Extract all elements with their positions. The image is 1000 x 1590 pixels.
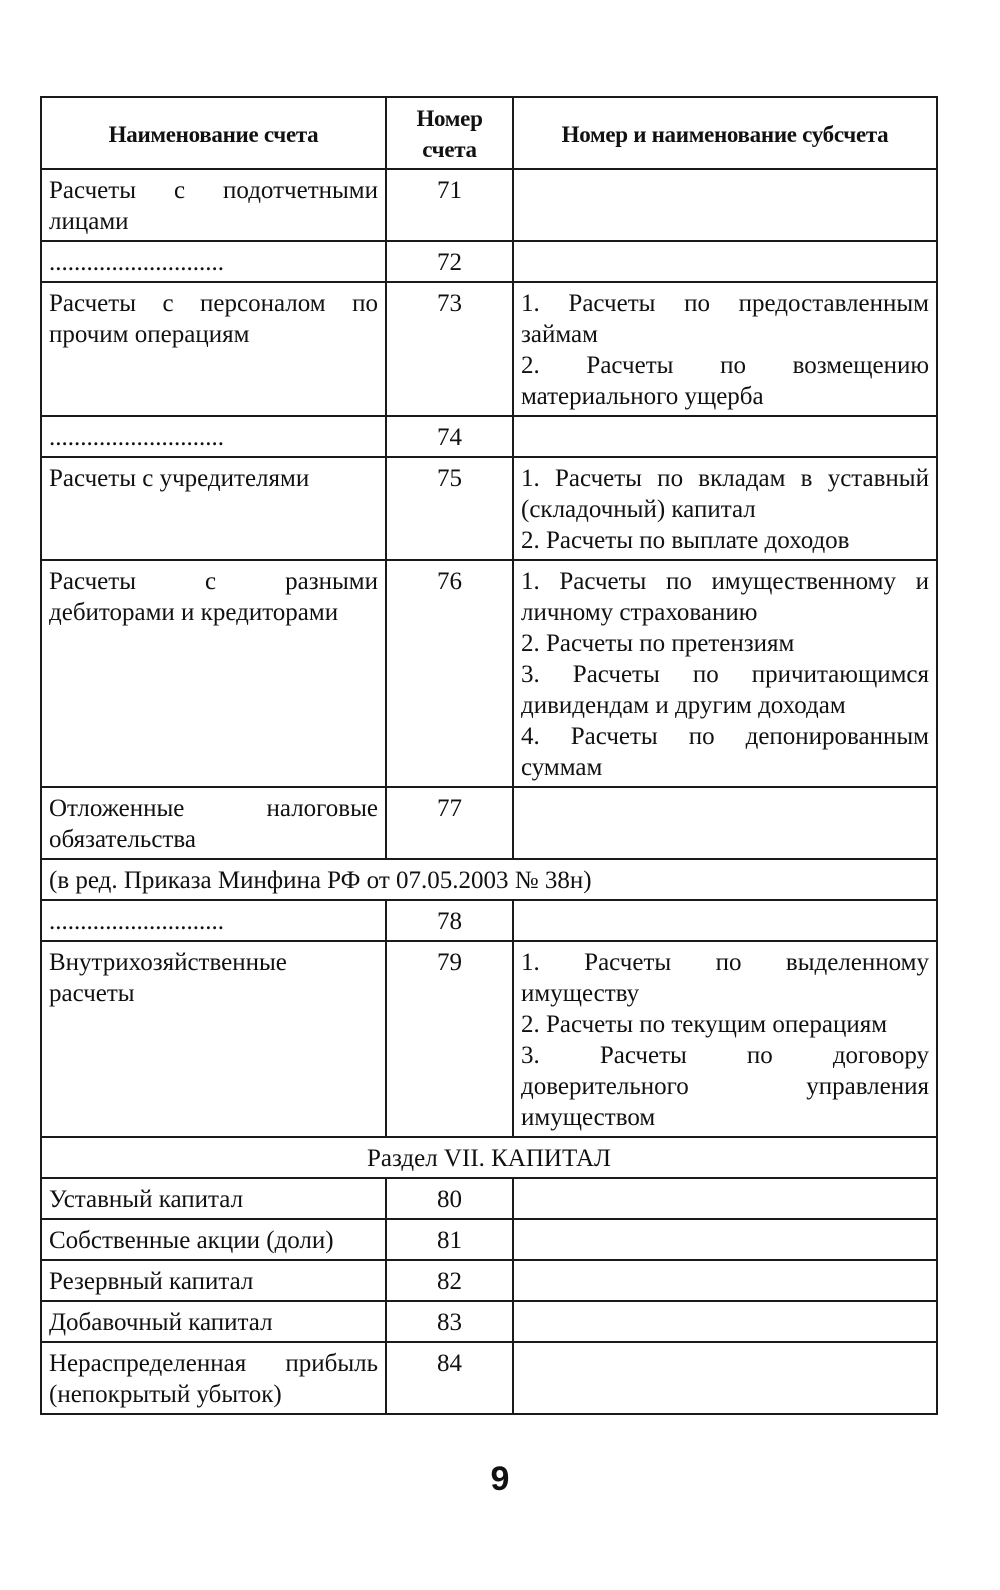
account-name-cell: Расчеты с учредителями bbox=[41, 457, 386, 560]
table-row bbox=[41, 941, 937, 1137]
header-account-name: Наименование счета bbox=[41, 97, 386, 169]
subaccount-cell bbox=[513, 900, 937, 941]
account-number-cell: 77 bbox=[386, 787, 513, 859]
table-row bbox=[41, 1342, 937, 1414]
table-body-section-6-cont bbox=[41, 900, 937, 1137]
account-number-cell: 81 bbox=[386, 1219, 513, 1260]
subaccount-cell bbox=[513, 1219, 937, 1260]
section-header-row bbox=[41, 1137, 937, 1178]
table-row bbox=[41, 1301, 937, 1342]
subaccount-item: 2. Расчеты по выплате доходов bbox=[521, 527, 850, 554]
amendment-note: (в ред. Приказа Минфина РФ от 07.05.2003 № 38н) bbox=[41, 859, 937, 900]
subaccount-item: 1. Расчеты по предоставленным займам bbox=[521, 290, 929, 348]
account-name-cell: Отложенные налоговые обязательства bbox=[41, 787, 386, 859]
subaccount-item: 1. Расчеты по выделенному имуществу bbox=[521, 949, 929, 1007]
account-name-cell: Расчеты с подотчетными лицами bbox=[41, 169, 386, 241]
account-name-cell: Расчеты с разными дебиторами и кредиторами bbox=[41, 560, 386, 787]
account-name-cell: Резервный капитал bbox=[41, 1260, 386, 1301]
subaccount-cell bbox=[513, 1301, 937, 1342]
table-row bbox=[41, 560, 937, 787]
table-row bbox=[41, 1260, 937, 1301]
subaccount-cell bbox=[513, 787, 937, 859]
account-name-cell: Нераспределенная прибыль (непокрытый убыток) bbox=[41, 1342, 386, 1414]
table-row bbox=[41, 900, 937, 941]
subaccount-item: 3. Расчеты по причитающимся дивидендам и другим доходам bbox=[521, 661, 929, 719]
page-number: 9 bbox=[490, 1460, 510, 1498]
section-header-body bbox=[41, 1137, 937, 1178]
subaccount-cell bbox=[513, 457, 937, 560]
account-name-cell: Расчеты с персоналом по прочим операциям bbox=[41, 282, 386, 416]
account-number-cell: 84 bbox=[386, 1342, 513, 1414]
subaccount-item: 2. Расчеты по возмещению материального ущерба bbox=[521, 352, 929, 410]
table-row bbox=[41, 787, 937, 859]
account-number-cell: 79 bbox=[386, 941, 513, 1137]
account-name-cell: ............................ bbox=[41, 900, 386, 941]
subaccount-item: 2. Расчеты по претензиям bbox=[521, 630, 795, 657]
header-subaccount: Номер и наименование субсчета bbox=[513, 97, 937, 169]
table-row bbox=[41, 241, 937, 282]
account-number-cell: 71 bbox=[386, 169, 513, 241]
account-number-cell: 76 bbox=[386, 560, 513, 787]
table-row bbox=[41, 457, 937, 560]
subaccount-cell bbox=[513, 1178, 937, 1219]
account-name-cell: ............................ bbox=[41, 416, 386, 457]
account-number-cell: 83 bbox=[386, 1301, 513, 1342]
subaccount-item: 1. Расчеты по имущественному и личному страхованию bbox=[521, 568, 929, 626]
subaccount-cell bbox=[513, 560, 937, 787]
subaccount-cell bbox=[513, 241, 937, 282]
chart-of-accounts-table bbox=[40, 96, 938, 1415]
subaccount-item: 1. Расчеты по вкладам в уставный (складочный) капитал bbox=[521, 465, 929, 523]
table-note-row bbox=[41, 859, 937, 900]
table-body-section-6 bbox=[41, 169, 937, 859]
account-name-cell: Внутрихозяйственные расчеты bbox=[41, 941, 386, 1137]
subaccount-item: 4. Расчеты по депонированным суммам bbox=[521, 723, 929, 781]
table-row bbox=[41, 1219, 937, 1260]
table-header-row bbox=[41, 97, 937, 169]
table-body-section-7 bbox=[41, 1178, 937, 1414]
account-number-cell: 75 bbox=[386, 457, 513, 560]
subaccount-cell bbox=[513, 416, 937, 457]
subaccount-cell bbox=[513, 1260, 937, 1301]
account-name-cell: Уставный капитал bbox=[41, 1178, 386, 1219]
account-number-cell: 73 bbox=[386, 282, 513, 416]
table-row bbox=[41, 1178, 937, 1219]
account-name-cell: Добавочный капитал bbox=[41, 1301, 386, 1342]
subaccount-cell bbox=[513, 1342, 937, 1414]
section-title: Раздел VII. КАПИТАЛ bbox=[41, 1137, 937, 1178]
table-row bbox=[41, 169, 937, 241]
table-row bbox=[41, 282, 937, 416]
subaccount-cell bbox=[513, 169, 937, 241]
header-account-number: Номер счета bbox=[386, 97, 513, 169]
subaccount-item: 2. Расчеты по текущим операциям bbox=[521, 1011, 888, 1038]
account-number-cell: 82 bbox=[386, 1260, 513, 1301]
account-number-cell: 72 bbox=[386, 241, 513, 282]
subaccount-item: 3. Расчеты по договору доверительного управления имуществом bbox=[521, 1042, 929, 1131]
subaccount-cell bbox=[513, 282, 937, 416]
account-name-cell: Собственные акции (доли) bbox=[41, 1219, 386, 1260]
account-number-cell: 78 bbox=[386, 900, 513, 941]
table-note-body bbox=[41, 859, 937, 900]
table-row bbox=[41, 416, 937, 457]
subaccount-cell bbox=[513, 941, 937, 1137]
account-number-cell: 80 bbox=[386, 1178, 513, 1219]
account-number-cell: 74 bbox=[386, 416, 513, 457]
account-name-cell: ............................ bbox=[41, 241, 386, 282]
